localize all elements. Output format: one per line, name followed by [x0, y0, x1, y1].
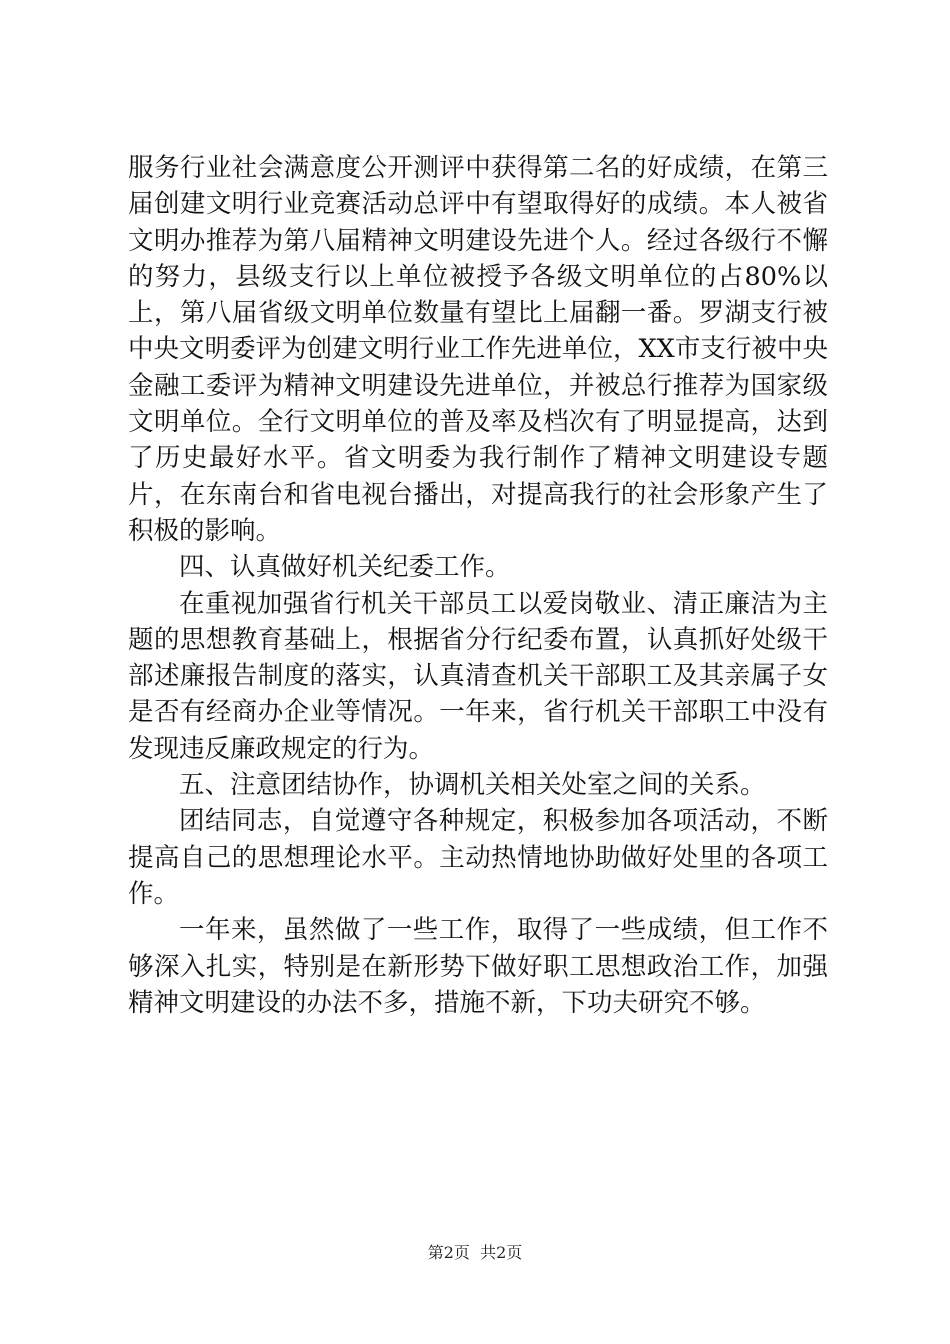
paragraph: 团结同志，自觉遵守各种规定，积极参加各项活动，不断提高自己的思想理论水平。主动热情地协助做好处里的各项工作。 — [128, 806, 828, 909]
page-footer — [0, 1243, 950, 1263]
section-heading-5: 五、注意团结协作，协调机关相关处室之间的关系。 — [179, 770, 766, 801]
page-number: 第2页 共2页 — [427, 1243, 523, 1262]
paragraph-conclusion: 一年来，虽然做了一些工作，取得了一些成绩，但工作不够深入扎实，特别是在新形势下做好职工思想政治工作，加强精神文明建设的办法不多，措施不新，下功夫研究不够。 — [128, 915, 828, 1018]
section-heading-4: 四、认真做好机关纪委工作。 — [179, 552, 511, 583]
document-body — [128, 150, 828, 1021]
paragraph-continued: 服务行业社会满意度公开测评中获得第二名的好成绩，在第三届创建文明行业竞赛活动总评中有望取得好的成绩。本人被省文明办推荐为第八届精神文明建设先进个人。经过各级行不懈的努力，县级支行以上单位被授予各级文明单位的占80%以上，第八届省级文明单位数量有望比上届翻一番。罗湖支行被中央文明委评为创建文明行业工作先进单位，XX市支行被中央金融工委评为精神文明建设先进单位，并被总行推荐为国家级文明单位。全行文明单位的普及率及档次有了明显提高，达到了历史最好水平。省文明委为我行制作了精神文明建设专题片，在东南台和省电视台播出，对提高我行的社会形象产生了积极的影响。 — [128, 153, 828, 546]
paragraph: 在重视加强省行机关干部员工以爱岗敬业、清正廉洁为主题的思想教育基础上，根据省分行纪委布置，认真抓好处级干部述廉报告制度的落实，认真清查机关干部职工及其亲属子女是否有经商办企业等情况。一年来，省行机关干部职工中没有发现违反廉政规定的行为。 — [128, 588, 828, 764]
